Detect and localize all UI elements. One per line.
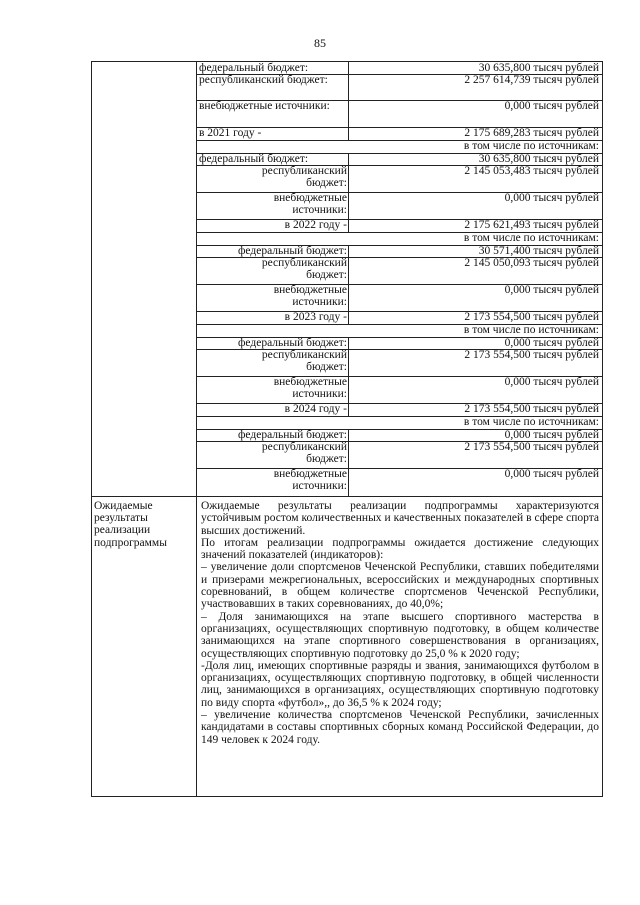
budget-row-value: в том числе по источникам: xyxy=(463,140,599,152)
budget-row-label: внебюджетные источники: xyxy=(197,192,349,219)
expected-paragraph: – Доля занимающихся на этапе высшего спортивного мастерства в организациях, осуществляющих спортивную подготовку, в общем количестве занимающихся на этапе спортивного совершенствования в организациях, осуществляющих спортивную подготовку до 25,0 % к 2020 году; xyxy=(201,610,599,660)
budget-row xyxy=(197,468,602,496)
budget-row-value: 2 173 554,500 тысяч рублей xyxy=(464,349,599,361)
budget-breakdown xyxy=(197,62,602,496)
budget-row xyxy=(197,324,602,338)
budget-row-label: внебюджетные источники: xyxy=(197,100,349,127)
budget-row-value: 0,000 тысяч рублей xyxy=(504,337,599,349)
budget-row xyxy=(197,376,602,404)
budget-row-value: 30 571,400 тысяч рублей xyxy=(478,245,599,257)
budget-row-label: республиканский бюджет: xyxy=(197,349,349,376)
budget-row xyxy=(197,349,602,377)
budget-row-value: 0,000 тысяч рублей xyxy=(504,284,599,296)
expected-paragraph: По итогам реализации подпрограммы ожидается достижение следующих значений показателей (индикаторов): xyxy=(201,536,599,562)
expected-paragraph: – увеличение доли спортсменов Чеченской Республики, ставших победителями и призерами межрегиональных, всероссийских и международных спортивных соревнований, в общем количестве спортсменов Чеченской Республики, участвовавших в таких соревнованиях, до 40,0%; xyxy=(201,561,599,611)
budget-row-label: республиканский бюджет: xyxy=(197,441,349,468)
expected-paragraph: -Доля лиц, имеющих спортивные разряды и звания, занимающихся футболом в организациях, осуществляющих спортивную подготовку, в общей численности лиц, занимающихся в организациях, осуществляющих спортивную подготовку по виду спорта «футбол»,, до 36,5 % к 2024 году; xyxy=(201,659,599,709)
budget-row xyxy=(197,165,602,193)
budget-row-value: 2 175 621,493 тысяч рублей xyxy=(464,219,599,231)
budget-row xyxy=(197,74,602,101)
budget-row xyxy=(197,403,602,417)
budget-row-value: 0,000 тысяч рублей xyxy=(504,468,599,480)
budget-row-label: федеральный бюджет: xyxy=(197,62,349,74)
budget-row-label: федеральный бюджет: xyxy=(197,153,349,165)
budget-row-value: 0,000 тысяч рублей xyxy=(504,376,599,388)
budget-row-value: 2 175 689,283 тысяч рублей xyxy=(464,127,599,139)
budget-row xyxy=(197,232,602,246)
budget-row-value: 0,000 тысяч рублей xyxy=(504,100,599,112)
budget-row-label: республиканский бюджет: xyxy=(197,257,349,284)
budget-row-value: 2 173 554,500 тысяч рублей xyxy=(464,311,599,323)
budget-row-value: 30 635,800 тысяч рублей xyxy=(478,153,599,165)
budget-row-value: в том числе по источникам: xyxy=(463,324,599,336)
budget-row xyxy=(197,284,602,312)
budget-row-label: в 2024 году - xyxy=(197,403,349,416)
budget-row-label: республиканский бюджет: xyxy=(197,74,349,100)
budget-row-label: республиканский бюджет: xyxy=(197,165,349,192)
budget-row xyxy=(197,192,602,220)
budget-row-value: 2 145 053,483 тысяч рублей xyxy=(464,165,599,177)
row-divider xyxy=(91,496,603,497)
budget-row-label: в 2021 году - xyxy=(197,127,349,140)
budget-row-label: в 2022 году - xyxy=(197,219,349,232)
expected-results-label: Ожидаемые результаты реализации подпрограммы xyxy=(94,500,167,549)
budget-row xyxy=(197,441,602,469)
budget-row xyxy=(197,140,602,154)
budget-row-value: в том числе по источникам: xyxy=(463,232,599,244)
budget-row-label: внебюджетные источники: xyxy=(197,376,349,403)
page-number: 85 xyxy=(314,36,326,50)
expected-results-text xyxy=(201,500,599,746)
budget-row xyxy=(197,127,602,141)
budget-row-label: в 2023 году - xyxy=(197,311,349,324)
budget-row xyxy=(197,219,602,233)
expected-paragraph: – увеличение количества спортсменов Чеченской Республики, зачисленных кандидатами в составы спортивных сборных команд Российской Федерации, до 149 человек к 2024 году. xyxy=(201,709,599,746)
budget-row xyxy=(197,416,602,430)
budget-row-value: 2 145 050,093 тысяч рублей xyxy=(464,257,599,269)
budget-row-value: в том числе по источникам: xyxy=(463,416,599,428)
expected-paragraph: Ожидаемые результаты реализации подпрограммы характеризуются устойчивым ростом количественных и качественных показателей в сфере спорта высших достижений. xyxy=(201,500,599,537)
budget-row-value: 2 257 614,739 тысяч рублей xyxy=(464,74,599,86)
budget-row xyxy=(197,100,602,128)
budget-row-value: 2 173 554,500 тысяч рублей xyxy=(464,403,599,415)
budget-row xyxy=(197,311,602,325)
budget-row-label: федеральный бюджет: xyxy=(197,337,349,349)
budget-row-label: федеральный бюджет: xyxy=(197,429,349,441)
budget-row xyxy=(197,257,602,285)
budget-row-label: внебюджетные источники: xyxy=(197,468,349,496)
budget-row-value: 0,000 тысяч рублей xyxy=(504,192,599,204)
budget-row-value: 30 635,800 тысяч рублей xyxy=(478,62,599,74)
budget-row-label: внебюджетные источники: xyxy=(197,284,349,311)
budget-row-value: 2 173 554,500 тысяч рублей xyxy=(464,441,599,453)
budget-row-label: федеральный бюджет: xyxy=(197,245,349,257)
budget-row-value: 0,000 тысяч рублей xyxy=(504,429,599,441)
